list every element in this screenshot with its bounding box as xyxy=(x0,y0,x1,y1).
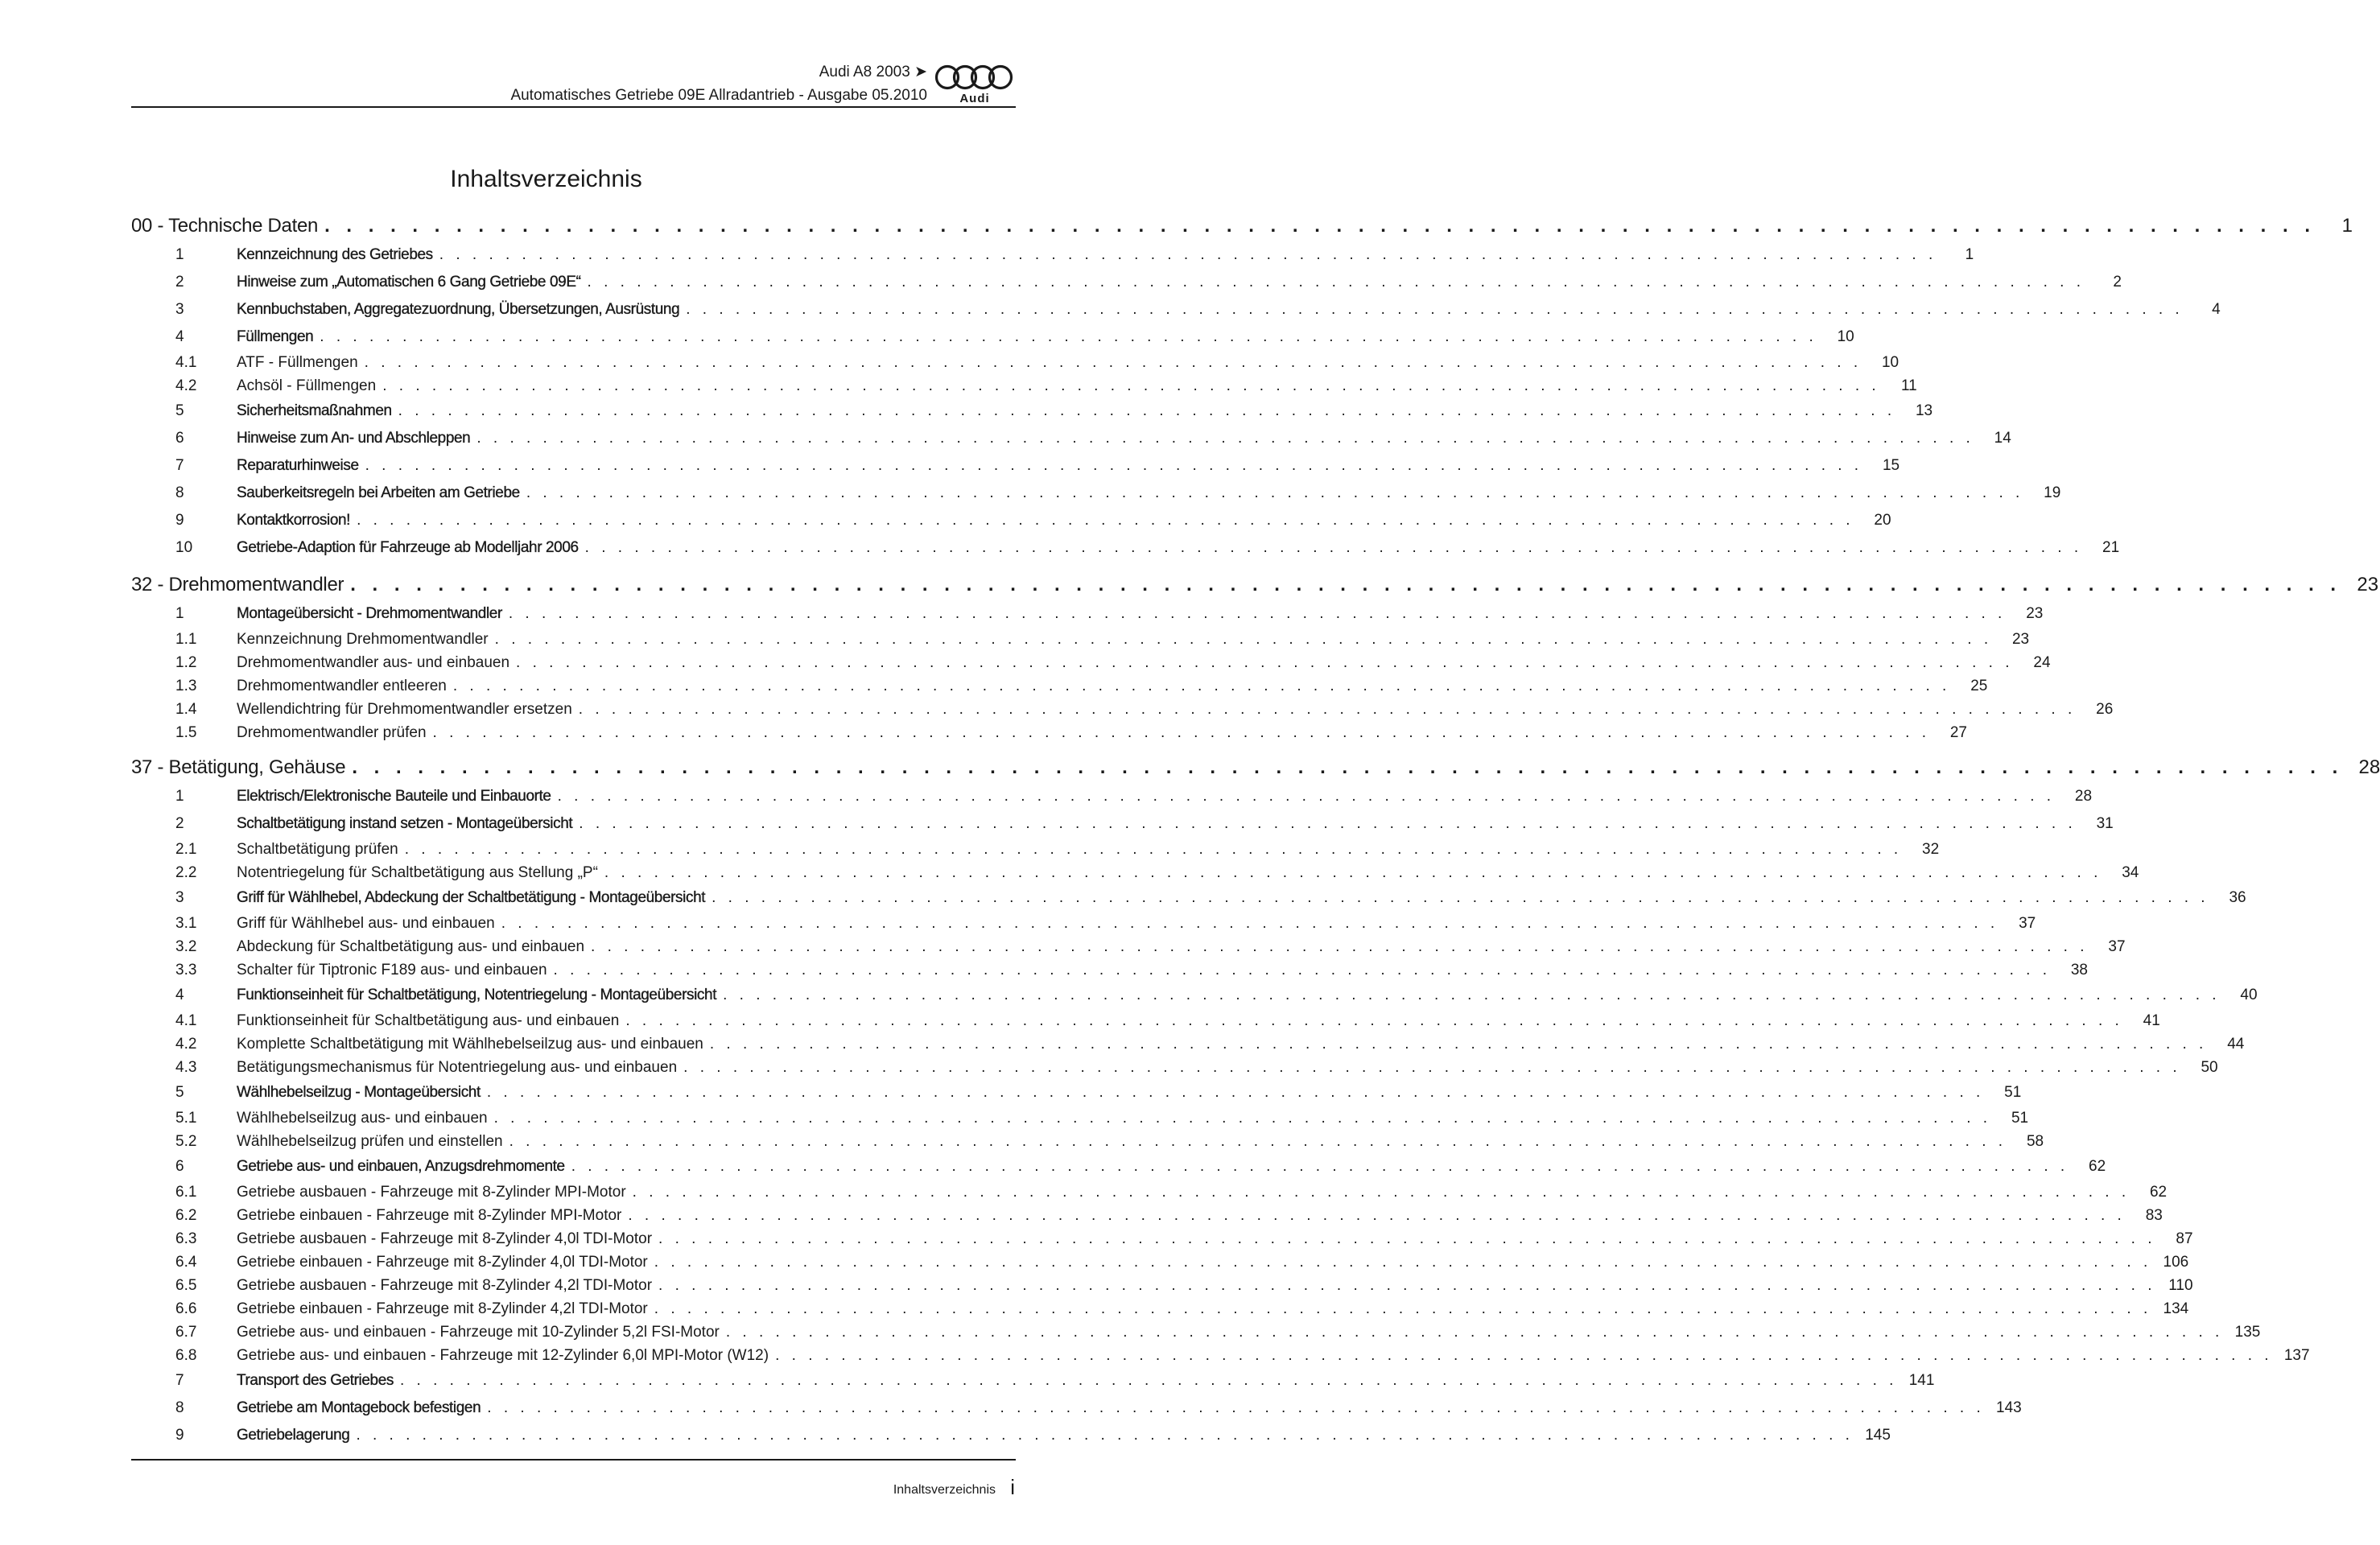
entry-label: Wellendichtring für Drehmomentwandler ersetzen xyxy=(237,700,572,718)
toc-entry[interactable] xyxy=(131,600,2044,628)
toc-subentry[interactable] xyxy=(131,1344,2310,1367)
page-title: Inhaltsverzeichnis xyxy=(450,166,642,193)
entry-label: Getriebe ausbauen - Fahrzeuge mit 8-Zylinder 4,2l TDI-Motor xyxy=(237,1276,653,1294)
toc-subentry[interactable] xyxy=(131,861,2139,884)
entry-number: 6.7 xyxy=(175,1323,197,1341)
toc-subentry[interactable] xyxy=(131,838,1940,861)
dot-leader: . . . . . . . . . . . . . . . . . . . . . . . . . . . . . . . . . . . . . . . . . . . . . . . . . . . . . . . . . . . . . . . . . . . . . . . . . . . . . . . . . . . . . . . . . . . xyxy=(493,1109,1992,1127)
entry-label: Getriebe-Adaption für Fahrzeuge ab Modelljahr 2006 xyxy=(237,539,579,556)
toc-subentry[interactable] xyxy=(131,1227,2193,1250)
entry-page-number: 106 xyxy=(2163,1253,2189,1271)
entry-number: 4 xyxy=(175,328,184,345)
entry-label: Kennbuchstaben, Aggregatezuordnung, Übersetzungen, Ausrüstung xyxy=(237,301,680,318)
entry-page-number: 137 xyxy=(2283,1346,2310,1364)
toc-entry[interactable] xyxy=(131,1422,1891,1449)
toc-subentry[interactable] xyxy=(131,1056,2218,1079)
entry-label: Achsöl - Füllmengen xyxy=(237,377,377,394)
entry-label: Getriebe aus- und einbauen - Fahrzeuge mit 10-Zylinder 5,2l FSI-Motor xyxy=(237,1323,720,1341)
entry-page-number: 14 xyxy=(1994,430,2011,447)
entry-label: Hinweise zum An- und Abschleppen xyxy=(237,430,471,447)
entry-page-number: 143 xyxy=(1996,1399,2022,1416)
entry-label: Kennzeichnung des Getriebes xyxy=(237,246,433,263)
dot-leader: . . . . . . . . . . . . . . . . . . . . . . . . . . . . . . . . . . . . . . . . . . . . . . . . . . . . . . . . . . . . . . . . . . . . . . . . . . . . . . . . . . . . . . . . . . . xyxy=(404,840,1903,858)
toc-subentry[interactable] xyxy=(131,674,1988,698)
toc-entry[interactable] xyxy=(131,452,1900,480)
entry-number: 5.1 xyxy=(175,1109,197,1127)
dot-leader: . . . . . . . . . . . . . . . . . . . . . . . . . . . . . . . . . . . . . . . . . . . . . . . . . . . . . . . . . . . . . . . . . . . . . . . . . . . . . . . . . . . . . . . . . . . xyxy=(632,1183,2130,1201)
entry-number: 1 xyxy=(175,605,184,622)
entry-label: Füllmengen xyxy=(237,328,314,345)
toc-entry[interactable] xyxy=(131,534,2120,562)
entry-number: 4 xyxy=(175,987,184,1003)
entry-page-number: 41 xyxy=(2143,1011,2160,1029)
dot-leader: . . . . . . . . . . . . . . . . . . . . . . . . . . . . . . . . . . . . . . . . . . . . . . . . . . . . . . . . . . . . . . . . . . . . . . . . . . . . . . . . . . . . . . . . . . . xyxy=(320,328,1817,345)
entry-label: Schaltbetätigung instand setzen - Montageübersicht xyxy=(237,815,573,832)
entry-page-number: 36 xyxy=(2229,889,2246,906)
entry-number: 2.1 xyxy=(175,840,197,858)
entry-label: Wählhebelseilzug prüfen und einstellen xyxy=(237,1132,503,1150)
entry-label: Getriebe ausbauen - Fahrzeuge mit 8-Zylinder 4,0l TDI-Motor xyxy=(237,1230,653,1247)
entry-page-number: 145 xyxy=(1865,1427,1891,1444)
dot-leader: . . . . . . . . . . . . . . . . . . . . . . . . . . . . . . . . . . . . . . . . . . . . . . . . . . . . . . . . . . . . . . . . . . . . . . . . . . . . . . . . . . . . . . . . . . . xyxy=(364,353,1862,371)
entry-label: Notentriegelung für Schaltbetätigung aus Stellung „P“ xyxy=(237,863,598,881)
toc-subentry[interactable] xyxy=(131,1297,2189,1320)
dot-leader: . . . . . . . . . . . . . . . . . . . . . . . . . . . . . . . . . . . . . . . . . . . . . . . . . . . . . . . . . . . . . . . . . . . . . . . . . . . . . . . . . . . . . . . . . . . xyxy=(775,1346,2273,1364)
entry-page-number: 58 xyxy=(2026,1132,2044,1150)
dot-leader: . . . . . . . . . . . . . . . . . . . . . . . . . . . . . . . . . . . . . . . . . . . . . . . . . . . . . . . . . . . . . . . . . . . . . . . . . . . . . . . . . . . . . . . . . . . xyxy=(509,1132,2007,1150)
entry-number: 4.1 xyxy=(175,1011,197,1029)
entry-number: 6.6 xyxy=(175,1300,197,1317)
entry-number: 1.4 xyxy=(175,700,197,718)
dot-leader: . . . . . . . . . . . . . . . . . . . . . . . . . . . . . . . . . . . . . . . . . . . . . . . . . . . . . . . . . . . . . . . . . . . . . . . . . . . . . . . . . . . . . . . . . . . xyxy=(526,484,2024,501)
entry-page-number: 28 xyxy=(2074,788,2093,805)
dot-leader: . . . . . . . . . . . . . . . . . . . . . . . . . . . . . . . . . . . . . . . . . . . . . . . . . . . . . . . . . . . . . . . . . . . . . . . . . . . . . . . . . . . . . . . . . . . xyxy=(382,377,1880,394)
entry-page-number: 51 xyxy=(2004,1084,2022,1101)
entry-label: Sauberkeitsregeln bei Arbeiten am Getriebe xyxy=(237,484,520,501)
entry-page-number: 21 xyxy=(2102,539,2120,556)
toc-subentry[interactable] xyxy=(131,1204,2163,1227)
dot-leader: . . . . . . . . . . . . . . . . . . . . . . . . . . . . . . . . . . . . . . . . . . . . . . . . . . . . . . . . . . . . . . . . . . . . . . . . . . . . . . . . . . . . . . . . . . . xyxy=(725,1323,2224,1341)
entry-number: 1.5 xyxy=(175,723,197,741)
toc-subentry[interactable] xyxy=(131,1274,2193,1297)
entry-label: Wählhebelseilzug - Montageübersicht xyxy=(237,1084,481,1101)
dot-leader: . . . . . . . . . . . . . . . . . . . . . . . . . . . . . . . . . . . . . . . . . . . . . . . . . . . . . . . . . . . . . . . . . . . . . . . . . . . . . . . . . . . . . . . . . . . xyxy=(579,815,2077,832)
toc-subentry[interactable] xyxy=(131,935,2126,958)
toc-subentry[interactable] xyxy=(131,698,2114,721)
toc-subentry[interactable] xyxy=(131,374,1917,398)
entry-label: 00 - Technische Daten xyxy=(131,215,319,237)
entry-label: Transport des Getriebes xyxy=(237,1372,394,1389)
entry-number: 9 xyxy=(175,512,184,529)
entry-page-number: 23 xyxy=(2011,630,2030,648)
entry-number: 2 xyxy=(175,815,184,832)
entry-page-number: 135 xyxy=(2234,1323,2261,1341)
entry-page-number: 38 xyxy=(2070,961,2088,978)
entry-number: 10 xyxy=(175,539,193,556)
dot-leader: . . . . . . . . . . . . . . . . . . . . . . . . . . . . . . . . . . . . . . . . . . . . . . . . . . . . . . . . . . . . . . . . . . . . . . . . . . . . . . . . . . . . . . . . . . . xyxy=(487,1399,1985,1416)
dot-leader: . . . . . . . . . . . . . . . . . . . . . . . . . . . . . . . . . . . . . . . . . . . . . . . . . . . . . . . . . . . . . . . . . . . . . . . . . . . . . . . . . . . . . . . . . . . xyxy=(357,512,1854,529)
entry-number: 2.2 xyxy=(175,863,197,881)
header-model: Audi A8 2003 ➤ xyxy=(819,64,927,80)
entry-page-number: 25 xyxy=(1970,677,1988,694)
entry-label: Getriebelagerung xyxy=(237,1427,350,1444)
toc-entry[interactable] xyxy=(131,1395,2022,1422)
entry-label: 32 - Drehmomentwandler xyxy=(131,574,344,595)
entry-number: 3.1 xyxy=(175,914,197,932)
dot-leader: . . . . . . . . . . . . . . . . . . . . . . . . . . . . . . . . . . . . . . . . . . . . . . . . . . . . . . . . . . . . . . . . . . . . . . . . . . . . . . . . . . . . . . . . . . . xyxy=(350,574,2342,595)
entry-label: Drehmomentwandler entleeren xyxy=(237,677,447,694)
toc-subentry[interactable] xyxy=(131,912,2036,935)
entry-page-number: 40 xyxy=(2240,987,2258,1003)
entry-page-number: 34 xyxy=(2122,863,2139,881)
entry-page-number: 28 xyxy=(2358,756,2380,778)
entry-page-number: 24 xyxy=(2033,653,2051,671)
entry-number: 8 xyxy=(175,1399,184,1416)
entry-page-number: 23 xyxy=(2026,605,2044,622)
entry-label: Montageübersicht - Drehmomentwandler xyxy=(237,605,502,622)
entry-page-number: 20 xyxy=(1874,512,1891,529)
entry-number: 6 xyxy=(175,1158,184,1175)
dot-leader: . . . . . . . . . . . . . . . . . . . . . . . . . . . . . . . . . . . . . . . . . . . . . . . . . . . . . . . . . . . . . . . . . . . . . . . . . . . . . . . . . . . . . . . . . . . xyxy=(486,1084,1985,1101)
toc-entry[interactable] xyxy=(131,398,1933,425)
entry-number: 2 xyxy=(175,274,184,290)
entry-label: Funktionseinheit für Schaltbetätigung, Notentriegelung - Montageübersicht xyxy=(237,987,717,1003)
toc-chapter[interactable] xyxy=(131,752,2380,783)
entry-page-number: 15 xyxy=(1882,457,1900,474)
dot-leader: . . . . . . . . . . . . . . . . . . . . . . . . . . . . . . . . . . . . . . . . . . . . . . . . . . . . . . . . . . . . . . . . . . . . . . . . . . . . . . . . . . . . . . . . . . . xyxy=(508,605,2007,622)
page-header xyxy=(131,63,1016,108)
entry-number: 5.2 xyxy=(175,1132,197,1150)
entry-label: Drehmomentwandler aus- und einbauen xyxy=(237,653,510,671)
entry-page-number: 10 xyxy=(1881,353,1899,371)
table-of-contents xyxy=(131,211,2380,1449)
entry-page-number: 13 xyxy=(1915,402,1933,419)
entry-number: 1 xyxy=(175,246,184,263)
entry-number: 7 xyxy=(175,457,184,474)
entry-page-number: 2 xyxy=(2113,274,2122,290)
entry-number: 4.3 xyxy=(175,1058,197,1076)
entry-label: Griff für Wählhebel aus- und einbauen xyxy=(237,914,495,932)
toc-subentry[interactable] xyxy=(131,1250,2189,1274)
entry-number: 1.2 xyxy=(175,653,197,671)
entry-page-number: 37 xyxy=(2108,937,2126,955)
entry-page-number: 110 xyxy=(2168,1276,2193,1294)
entry-label: Elektrisch/Elektronische Bauteile und Einbauorte xyxy=(237,788,551,805)
entry-number: 8 xyxy=(175,484,184,501)
entry-label: 37 - Betätigung, Gehäuse xyxy=(131,756,346,778)
entry-label: Getriebe am Montagebock befestigen xyxy=(237,1399,481,1416)
entry-page-number: 27 xyxy=(1949,723,1967,741)
dot-leader: . . . . . . . . . . . . . . . . . . . . . . . . . . . . . . . . . . . . . . . . . . . . . . . . . . . . . . . . . . . . . . . . . . . . . . . . . . . . . . . . . . . . . . . . . . . xyxy=(452,677,1951,694)
toc-entry[interactable] xyxy=(131,269,2122,296)
dot-leader: . . . . . . . . . . . . . . . . . . . . . . . . . . . . . . . . . . . . . . . . . . . . . . . . . . . . . . . . . . . . . . . . . . . . . . . . . . . . . . . . . . . . . . . . . . . xyxy=(587,274,2085,290)
dot-leader: . . . . . . . . . . . . . . . . . . . . . . . . . . . . . . . . . . . . . . . . . . . . . . . . . . . . . . . . . . . . . . . . . . . . . . . . . . . . . . . . . . . . . . . . . . . xyxy=(557,788,2056,805)
header-subtitle: Automatisches Getriebe 09E Allradantrieb - Ausgabe 05.2010 xyxy=(510,87,927,104)
toc-entry[interactable] xyxy=(131,982,2258,1009)
entry-page-number: 1 xyxy=(1965,246,1974,263)
entry-page-number: 87 xyxy=(2176,1230,2193,1247)
entry-label: Reparaturhinweise xyxy=(237,457,359,474)
toc-entry[interactable] xyxy=(131,296,2221,323)
entry-page-number: 62 xyxy=(2149,1183,2168,1201)
entry-label: Abdeckung für Schaltbetätigung aus- und einbauen xyxy=(237,937,585,955)
toc-subentry[interactable] xyxy=(131,1180,2168,1204)
dot-leader: . . . . . . . . . . . . . . . . . . . . . . . . . . . . . . . . . . . . . . . . . . . . . . . . . . . . . . . . . . . . . . . . . . . . . . . . . . . . . . . . . . . . . . . . . . . xyxy=(501,914,1999,932)
entry-page-number: 4 xyxy=(2212,301,2221,318)
entry-number: 6.8 xyxy=(175,1346,197,1364)
entry-page-number: 134 xyxy=(2163,1300,2189,1317)
dot-leader: . . . . . . . . . . . . . . . . . . . . . . . . . . . . . . . . . . . . . . . . . . . . . . . . . . . . . . . . . . . . . . . . . . . . . . . . . . . . . . . . . . . . . . . . . . . xyxy=(591,937,2089,955)
entry-page-number: 44 xyxy=(2227,1035,2245,1053)
entry-page-number: 1 xyxy=(2341,215,2353,237)
toc-chapter[interactable] xyxy=(131,570,2379,600)
entry-label: Griff für Wählhebel, Abdeckung der Schaltbetätigung - Montageübersicht xyxy=(237,889,706,906)
toc-subentry[interactable] xyxy=(131,1032,2245,1056)
entry-number: 3 xyxy=(175,301,184,318)
entry-page-number: 19 xyxy=(2044,484,2061,501)
dot-leader: . . . . . . . . . . . . . . . . . . . . . . . . . . . . . . . . . . . . . . . . . . . . . . . . . . . . . . . . . . . . . . . . . . . . . . . . . . . . . . . . . . . . . . . . . . . xyxy=(553,961,2051,978)
entry-page-number: 32 xyxy=(1922,840,1940,858)
audi-logo xyxy=(934,64,1016,106)
dot-leader: . . . . . . . . . . . . . . . . . . . . . . . . . . . . . . . . . . . . . . . . . . . . . . . . . . . . . . . . . . . . . . . . . . . . . . . . . . . . . . . . . . . . . . . . . . . xyxy=(356,1427,1854,1444)
entry-label: Sicherheitsmaßnahmen xyxy=(237,402,392,419)
entry-number: 7 xyxy=(175,1372,184,1389)
toc-entry[interactable] xyxy=(131,323,1854,351)
dot-leader: . . . . . . . . . . . . . . . . . . . . . . . . . . . . . . . . . . . . . . . . . . . . . . . . . . . . . . . . . . . . . . . . . . . . . . . . . . . . . . . . . . . . . . . . . . . xyxy=(625,1011,2123,1029)
entry-label: Getriebe einbauen - Fahrzeuge mit 8-Zylinder MPI-Motor xyxy=(237,1206,622,1224)
entry-label: Getriebe aus- und einbauen, Anzugsdrehmomente xyxy=(237,1158,565,1175)
dot-leader: . . . . . . . . . . . . . . . . . . . . . . . . . . . . . . . . . . . . . . . . . . . . . . . . . . . . . . . . . . . . . . . . . . . . . . . . . . . . . . . . . . . . . . . . . . . xyxy=(658,1276,2156,1294)
dot-leader: . . . . . . . . . . . . . . . . . . . . . . . . . . . . . . . . . . . . . . . . . . . . . . . . . . . . . . . . . . . . . . . . . . . . . . . . . . . . . . . . . . . . . . . . . . . xyxy=(658,1230,2156,1247)
entry-page-number: 11 xyxy=(1900,377,1917,394)
dot-leader: . . . . . . . . . . . . . . . . . . . . . . . . . . . . . . . . . . . . . . . . . . . . . . . . . . . . . . . . . . . . . . . . . . . . . . . . . . . . . . . . . . . . . . . . . . . xyxy=(432,723,1930,741)
entry-number: 4.2 xyxy=(175,377,197,394)
toc-subentry[interactable] xyxy=(131,651,2051,674)
entry-number: 1.3 xyxy=(175,677,197,694)
toc-entry[interactable] xyxy=(131,1153,2106,1180)
entry-label: Schaltbetätigung prüfen xyxy=(237,840,398,858)
entry-page-number: 51 xyxy=(2011,1109,2029,1127)
entry-page-number: 141 xyxy=(1908,1372,1935,1389)
entry-number: 4.2 xyxy=(175,1035,197,1053)
entry-page-number: 83 xyxy=(2145,1206,2163,1224)
toc-subentry[interactable] xyxy=(131,721,1967,744)
dot-leader: . . . . . . . . . . . . . . . . . . . . . . . . . . . . . . . . . . . . . . . . . . . . . . . . . . . . . . . . . . . . . . . . . . . . . . . . . . . . . . . . . . . . . . . . . . . xyxy=(654,1300,2152,1317)
entry-number: 6.3 xyxy=(175,1230,197,1247)
toc-entry[interactable] xyxy=(131,884,2246,912)
entry-number: 3.3 xyxy=(175,961,197,978)
dot-leader: . . . . . . . . . . . . . . . . . . . . . . . . . . . . . . . . . . . . . . . . . . . . . . . . . . . . . . . . . . . . . . . . . . . . . . . . . . . . . . . . . . . . . . . . . . . xyxy=(628,1206,2126,1224)
dot-leader: . . . . . . . . . . . . . . . . . . . . . . . . . . . . . . . . . . . . . . . . . . . . . . . . . . . . . . . . . . . . . . . . . . . . . . . . . . . . . . . . . . . . . . . . . . . xyxy=(352,756,2344,778)
dot-leader: . . . . . . . . . . . . . . . . . . . . . . . . . . . . . . . . . . . . . . . . . . . . . . . . . . . . . . . . . . . . . . . . . . . . . . . . . . . . . . . . . . . . . . . . . . . xyxy=(399,1372,1898,1389)
entry-number: 1 xyxy=(175,788,184,805)
dot-leader: . . . . . . . . . . . . . . . . . . . . . . . . . . . . . . . . . . . . . . . . . . . . . . . . . . . . . . . . . . . . . . . . . . . . . . . . . . . . . . . . . . . . . . . . . . . xyxy=(723,987,2221,1003)
dot-leader: . . . . . . . . . . . . . . . . . . . . . . . . . . . . . . . . . . . . . . . . . . . . . . . . . . . . . . . . . . . . . . . . . . . . . . . . . . . . . . . . . . . . . . . . . . . xyxy=(654,1253,2152,1271)
toc-entry[interactable] xyxy=(131,425,2011,452)
toc-subentry[interactable] xyxy=(131,1130,2044,1153)
toc-subentry[interactable] xyxy=(131,1009,2160,1032)
entry-number: 6 xyxy=(175,430,184,447)
entry-page-number: 23 xyxy=(2357,574,2379,595)
footer-rule xyxy=(131,1459,1016,1461)
toc-subentry[interactable] xyxy=(131,958,2088,982)
dot-leader: . . . . . . . . . . . . . . . . . . . . . . . . . . . . . . . . . . . . . . . . . . . . . . . . . . . . . . . . . . . . . . . . . . . . . . . . . . . . . . . . . . . . . . . . . . . xyxy=(604,863,2102,881)
entry-number: 9 xyxy=(175,1427,184,1444)
dot-leader: . . . . . . . . . . . . . . . . . . . . . . . . . . . . . . . . . . . . . . . . . . . . . . . . . . . . . . . . . . . . . . . . . . . . . . . . . . . . . . . . . . . . . . . . . . . xyxy=(476,430,1974,447)
entry-label: Getriebe einbauen - Fahrzeuge mit 8-Zylinder 4,2l TDI-Motor xyxy=(237,1300,648,1317)
entry-label: Drehmomentwandler prüfen xyxy=(237,723,427,741)
entry-number: 4.1 xyxy=(175,353,197,371)
entry-label: Schalter für Tiptronic F189 aus- und einbauen xyxy=(237,961,547,978)
entry-label: Wählhebelseilzug aus- und einbauen xyxy=(237,1109,488,1127)
entry-label: Funktionseinheit für Schaltbetätigung aus- und einbauen xyxy=(237,1011,620,1029)
entry-number: 3 xyxy=(175,889,184,906)
dot-leader: . . . . . . . . . . . . . . . . . . . . . . . . . . . . . . . . . . . . . . . . . . . . . . . . . . . . . . . . . . . . . . . . . . . . . . . . . . . . . . . . . . . . . . . . . . . xyxy=(494,630,1993,648)
toc-entry[interactable] xyxy=(131,480,2061,507)
entry-label: ATF - Füllmengen xyxy=(237,353,358,371)
entry-label: Hinweise zum „Automatischen 6 Gang Getriebe 09E“ xyxy=(237,274,581,290)
entry-page-number: 50 xyxy=(2201,1058,2218,1076)
entry-page-number: 26 xyxy=(2096,700,2114,718)
entry-label: Kennzeichnung Drehmomentwandler xyxy=(237,630,489,648)
entry-page-number: 31 xyxy=(2096,815,2114,832)
toc-entry[interactable] xyxy=(131,507,1891,534)
entry-page-number: 62 xyxy=(2089,1158,2106,1175)
entry-label: Getriebe aus- und einbauen - Fahrzeuge mit 12-Zylinder 6,0l MPI-Motor (W12) xyxy=(237,1346,769,1364)
entry-number: 6.4 xyxy=(175,1253,197,1271)
audi-rings-icon xyxy=(934,64,1016,90)
entry-number: 5 xyxy=(175,402,184,419)
entry-number: 5 xyxy=(175,1084,184,1101)
header-rule xyxy=(131,106,1016,108)
toc-entry[interactable] xyxy=(131,1367,1935,1395)
dot-leader: . . . . . . . . . . . . . . . . . . . . . . . . . . . . . . . . . . . . . . . . . . . . . . . . . . . . . . . . . . . . . . . . . . . . . . . . . . . . . . . . . . . . . . . . . . . xyxy=(709,1035,2208,1053)
footer-label: Inhaltsverzeichnis xyxy=(893,1483,996,1497)
toc-chapter[interactable] xyxy=(131,211,2353,241)
entry-number: 1.1 xyxy=(175,630,197,648)
entry-page-number: 37 xyxy=(2019,914,2036,932)
toc-subentry[interactable] xyxy=(131,1106,2029,1130)
toc-entry[interactable] xyxy=(131,241,1974,269)
dot-leader: . . . . . . . . . . . . . . . . . . . . . . . . . . . . . . . . . . . . . . . . . . . . . . . . . . . . . . . . . . . . . . . . . . . . . . . . . . . . . . . . . . . . . . . . . . . xyxy=(578,700,2077,718)
entry-label: Kontaktkorrosion! xyxy=(237,512,351,529)
toc-subentry[interactable] xyxy=(131,351,1899,374)
toc-entry[interactable] xyxy=(131,783,2093,810)
dot-leader: . . . . . . . . . . . . . . . . . . . . . . . . . . . . . . . . . . . . . . . . . . . . . . . . . . . . . . . . . . . . . . . . . . . . . . . . . . . . . . . . . . . . . . . . . . . xyxy=(712,889,2209,906)
entry-label: Betätigungsmechanismus für Notentriegelung aus- und einbauen xyxy=(237,1058,678,1076)
toc-subentry[interactable] xyxy=(131,628,2030,651)
dot-leader: . . . . . . . . . . . . . . . . . . . . . . . . . . . . . . . . . . . . . . . . . . . . . . . . . . . . . . . . . . . . . . . . . . . . . . . . . . . . . . . . . . . . . . . . . . . xyxy=(516,653,2014,671)
dot-leader: . . . . . . . . . . . . . . . . . . . . . . . . . . . . . . . . . . . . . . . . . . . . . . . . . . . . . . . . . . . . . . . . . . . . . . . . . . . . . . . . . . . . . . . . . . . xyxy=(584,539,2083,556)
entry-number: 6.2 xyxy=(175,1206,197,1224)
section-spacer xyxy=(131,744,1016,752)
toc-entry[interactable] xyxy=(131,1079,2022,1106)
toc-entry[interactable] xyxy=(131,810,2114,838)
entry-label: Getriebe einbauen - Fahrzeuge mit 8-Zylinder 4,0l TDI-Motor xyxy=(237,1253,648,1271)
toc-subentry[interactable] xyxy=(131,1320,2261,1344)
dot-leader: . . . . . . . . . . . . . . . . . . . . . . . . . . . . . . . . . . . . . . . . . . . . . . . . . . . . . . . . . . . . . . . . . . . . . . . . . . . . . . . . . . . . . . . . . . . xyxy=(439,246,1937,263)
entry-page-number: 10 xyxy=(1837,328,1854,345)
dot-leader: . . . . . . . . . . . . . . . . . . . . . . . . . . . . . . . . . . . . . . . . . . . . . . . . . . . . . . . . . . . . . . . . . . . . . . . . . . . . . . . . . . . . . . . . . . . xyxy=(398,402,1896,419)
entry-number: 6.5 xyxy=(175,1276,197,1294)
dot-leader: . . . . . . . . . . . . . . . . . . . . . . . . . . . . . . . . . . . . . . . . . . . . . . . . . . . . . . . . . . . . . . . . . . . . . . . . . . . . . . . . . . . . . . . . . . . xyxy=(683,1058,2181,1076)
entry-number: 6.1 xyxy=(175,1183,197,1201)
entry-number: 3.2 xyxy=(175,937,197,955)
dot-leader: . . . . . . . . . . . . . . . . . . . . . . . . . . . . . . . . . . . . . . . . . . . . . . . . . . . . . . . . . . . . . . . . . . . . . . . . . . . . . . . . . . . . . . . . . . . xyxy=(324,215,2316,237)
entry-label: Komplette Schaltbetätigung mit Wählhebelseilzug aus- und einbauen xyxy=(237,1035,703,1053)
footer-page-number: i xyxy=(1010,1475,1015,1499)
section-spacer xyxy=(131,562,1016,570)
dot-leader: . . . . . . . . . . . . . . . . . . . . . . . . . . . . . . . . . . . . . . . . . . . . . . . . . . . . . . . . . . . . . . . . . . . . . . . . . . . . . . . . . . . . . . . . . . . xyxy=(571,1158,2069,1175)
dot-leader: . . . . . . . . . . . . . . . . . . . . . . . . . . . . . . . . . . . . . . . . . . . . . . . . . . . . . . . . . . . . . . . . . . . . . . . . . . . . . . . . . . . . . . . . . . . xyxy=(686,301,2184,318)
dot-leader: . . . . . . . . . . . . . . . . . . . . . . . . . . . . . . . . . . . . . . . . . . . . . . . . . . . . . . . . . . . . . . . . . . . . . . . . . . . . . . . . . . . . . . . . . . . xyxy=(365,457,1863,474)
entry-label: Getriebe ausbauen - Fahrzeuge mit 8-Zylinder MPI-Motor xyxy=(237,1183,626,1201)
logo-text: Audi xyxy=(959,92,990,105)
